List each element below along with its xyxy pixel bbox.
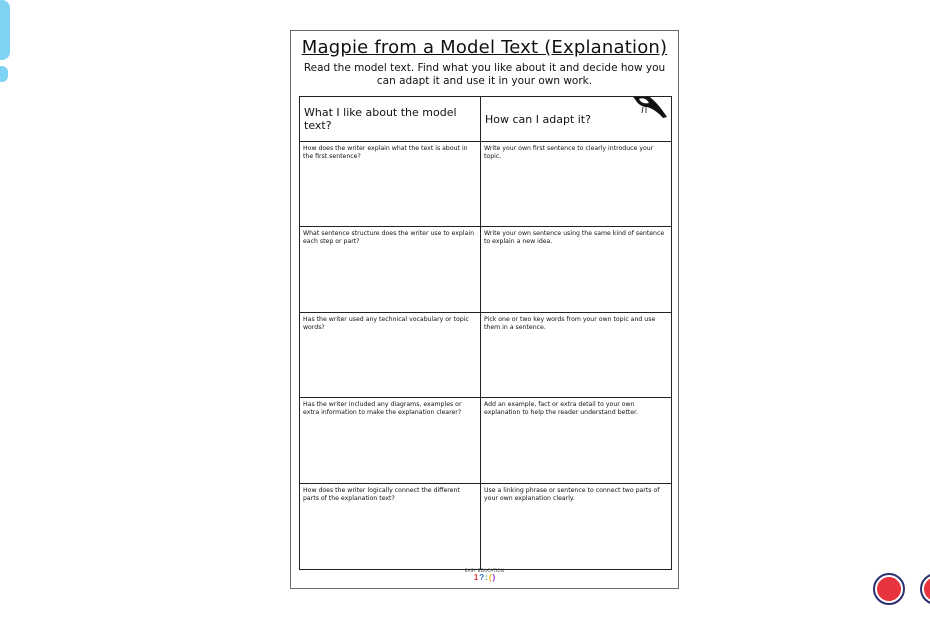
decorative-left-bar bbox=[0, 0, 10, 60]
worksheet-instructions: Read the model text. Find what you like about it and decide how you can adapt it and use it in your own work. bbox=[303, 62, 666, 87]
logo-mark: 1 bbox=[473, 573, 479, 582]
row-4-right: Add an example, fact or extra detail to your own explanation to help the reader understand better. bbox=[481, 398, 671, 483]
worksheet-page bbox=[290, 30, 679, 589]
row-3-left: Has the writer used any technical vocabulary or topic words? bbox=[300, 313, 481, 398]
presentation-nav-button[interactable] bbox=[873, 573, 905, 605]
magpie-bird-icon bbox=[625, 97, 669, 127]
logo-mark: ? bbox=[479, 573, 485, 582]
presentation-nav-button-secondary[interactable] bbox=[920, 573, 930, 605]
logo-mark: ) bbox=[492, 573, 496, 582]
logo-mark: ( bbox=[488, 573, 492, 582]
row-2-left: What sentence structure does the writer use to explain each step or part? bbox=[300, 227, 481, 312]
row-5-right: Use a linking phrase or sentence to connect two parts of your own explanation clearly. bbox=[484, 486, 660, 502]
worksheet-title: Magpie from a Model Text (Explanation) bbox=[301, 37, 668, 58]
row-4-left: Has the writer included any diagrams, examples or extra information to make the explanation clearer? bbox=[300, 398, 481, 483]
header-left: What I like about the model text? bbox=[300, 97, 481, 142]
row-5-left: How does the writer logically connect the different parts of the explanation text? bbox=[300, 484, 481, 569]
decorative-left-dot bbox=[0, 66, 8, 82]
logo-brand-text: EASY EDUCATION bbox=[464, 568, 505, 573]
header-right-label: How can I adapt it? bbox=[485, 112, 591, 126]
header-right bbox=[481, 97, 671, 142]
logo-mark: : bbox=[485, 573, 488, 582]
row-1-right: Write your own first sentence to clearly introduce your topic. bbox=[481, 142, 671, 227]
row-1-left: How does the writer explain what the text is about in the first sentence? bbox=[300, 142, 481, 227]
logo-marks bbox=[291, 573, 678, 582]
row-2-right: Write your own sentence using the same kind of sentence to explain a new idea. bbox=[481, 227, 671, 312]
publisher-logo bbox=[291, 568, 678, 582]
row-3-right: Pick one or two key words from your own topic and use them in a sentence. bbox=[481, 313, 671, 398]
magpie-table bbox=[299, 96, 672, 570]
